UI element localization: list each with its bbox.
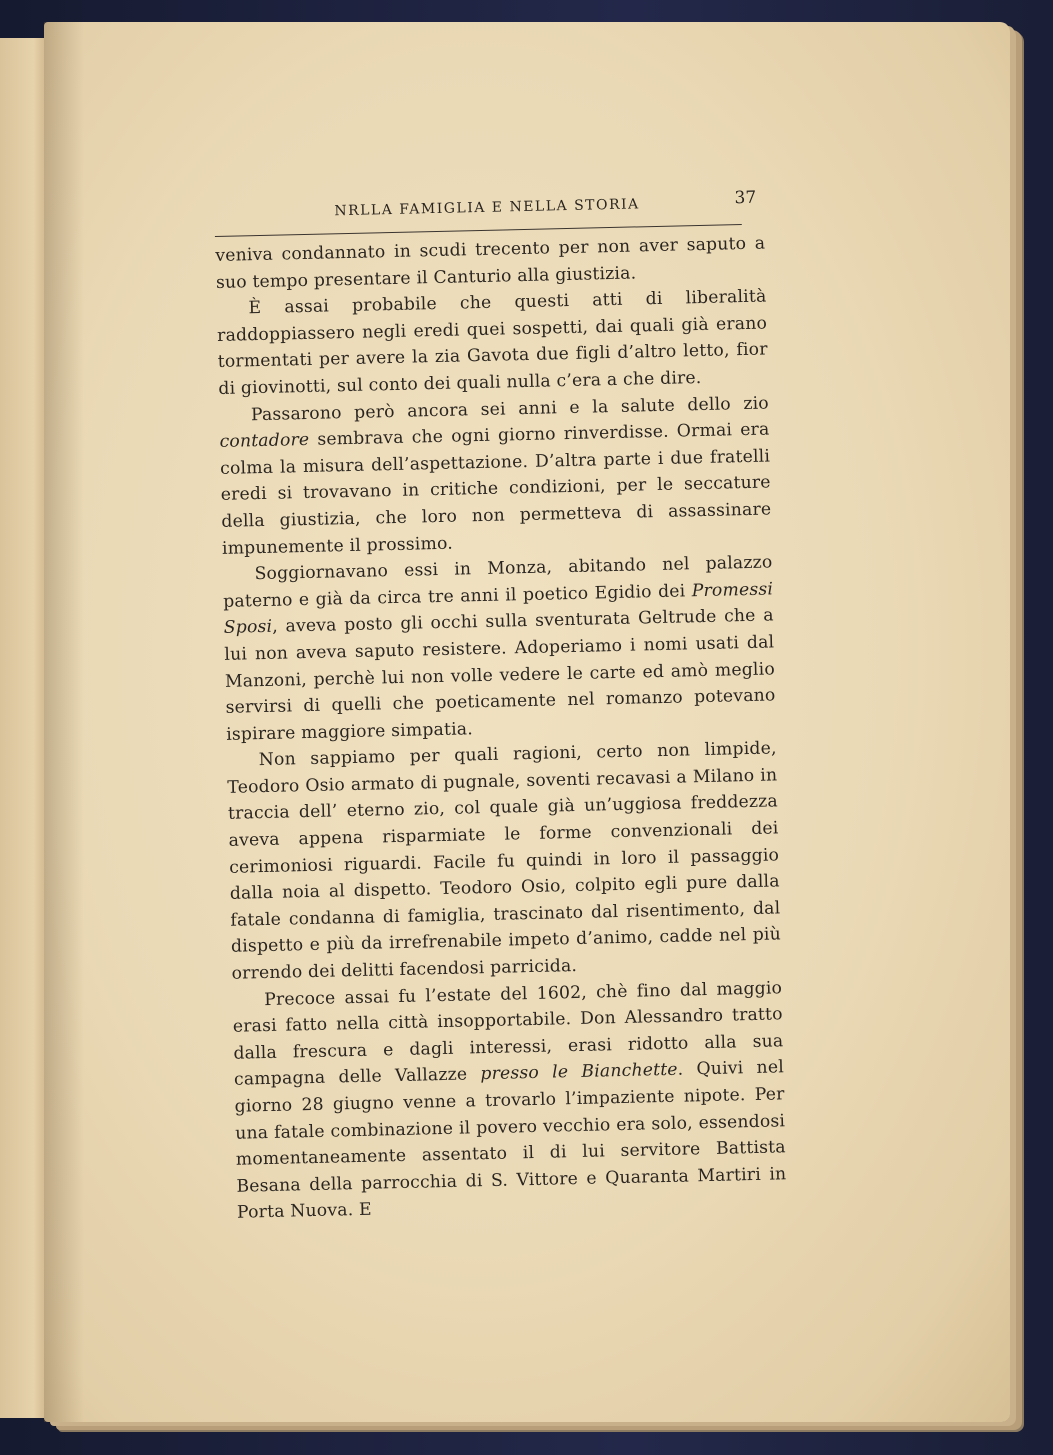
text-run: . Quivi nel giorno 28 giugno venne a trovarlo l’impaziente nipote. Per una fatale combinazione il povero vecchio era solo, essendosi momentaneamente assentato il di lui servitore Battista Besana della parrocchia di S. Vittore e Quaranta Martiri in Porta Nuova. E [234, 1057, 787, 1224]
italic-run: contadore [219, 430, 310, 453]
paragraph [216, 284, 768, 403]
facing-page-edge [0, 38, 50, 1418]
text-run: sembrava che ogni giorno rinverdisse. Ormai era colma la misura dell’aspettazione. D’altra parte i due fratelli eredi si trovavano in critiche condizioni, per le seccature della giustizia, che loro non permetteva di assassinare impunemente il prossimo. [219, 419, 772, 559]
text-run: È assai probabile che questi atti di liberalità raddoppiassero negli eredi quei sospetti, dai quali già erano tormentati per avere la zia Gavota due figli d’altro letto, fior di giovinotti, sul conto dei quali nulla c’era a che dire. [216, 286, 768, 399]
text-run: Passarono però ancora sei anni e la salute dello zio [250, 393, 770, 425]
text-run: , aveva posto gli occhi sulla sventurata Geltrude che a lui non aveva saputo resistere. Adoperiamo i nomi usati dal Manzoni, perchè lui non volle vedere le carte ed amò meglio servirsi di quelli che poeticamente nel romanzo potevano ispirare maggiore simpatia. [224, 605, 776, 745]
text-run: veniva condannato in scudi trecento per non aver saputo a suo tempo presentare il Canturio alla giustizia. [215, 233, 766, 293]
text-run: Non sappiamo per quali ragioni, certo non limpide, Teodoro Osio armato di pugnale, soventi recavasi a Milano in traccia dell’ eterno zio, col quale già un’uggiosa freddezza aveva appena risparmiate le forme convenzionali dei cerimoniosi riguardi. Facile fu quindi in loro il passaggio dalla noia al dispetto. Teodoro Osio, colpito egli pure dalla fatale condanna di famiglia, trascinato dal risentimento, dal dispetto e più da irrefrenabile impeto d’animo, cadde nel più orrendo dei delitti facendosi parricida. [227, 738, 782, 984]
paragraph [227, 736, 782, 988]
text-run: Soggiornavano essi in Monza, abitando nel palazzo paterno e già da circa tre anni il poetico Egidio dei [222, 552, 773, 612]
paragraph [222, 550, 776, 749]
running-title: NRLLA FAMIGLIA E NELLA STORIA [334, 196, 640, 220]
paragraph [219, 390, 772, 562]
page-text-block [214, 184, 787, 1227]
text-run: Precoce assai fu l’estate del 1602, chè fino dal maggio erasi fatto nella città insopportabile. Don Alessandro tratto dalla frescura e dagli interessi, erasi ridotto alla sua campagna delle Vallazze [232, 977, 784, 1091]
page-number: 37 [734, 187, 757, 209]
gutter-shadow [44, 22, 84, 1422]
paragraph [232, 975, 787, 1227]
italic-run: Promessi Sposi [223, 579, 774, 639]
italic-run: presso le Bianchette [480, 1060, 678, 1085]
